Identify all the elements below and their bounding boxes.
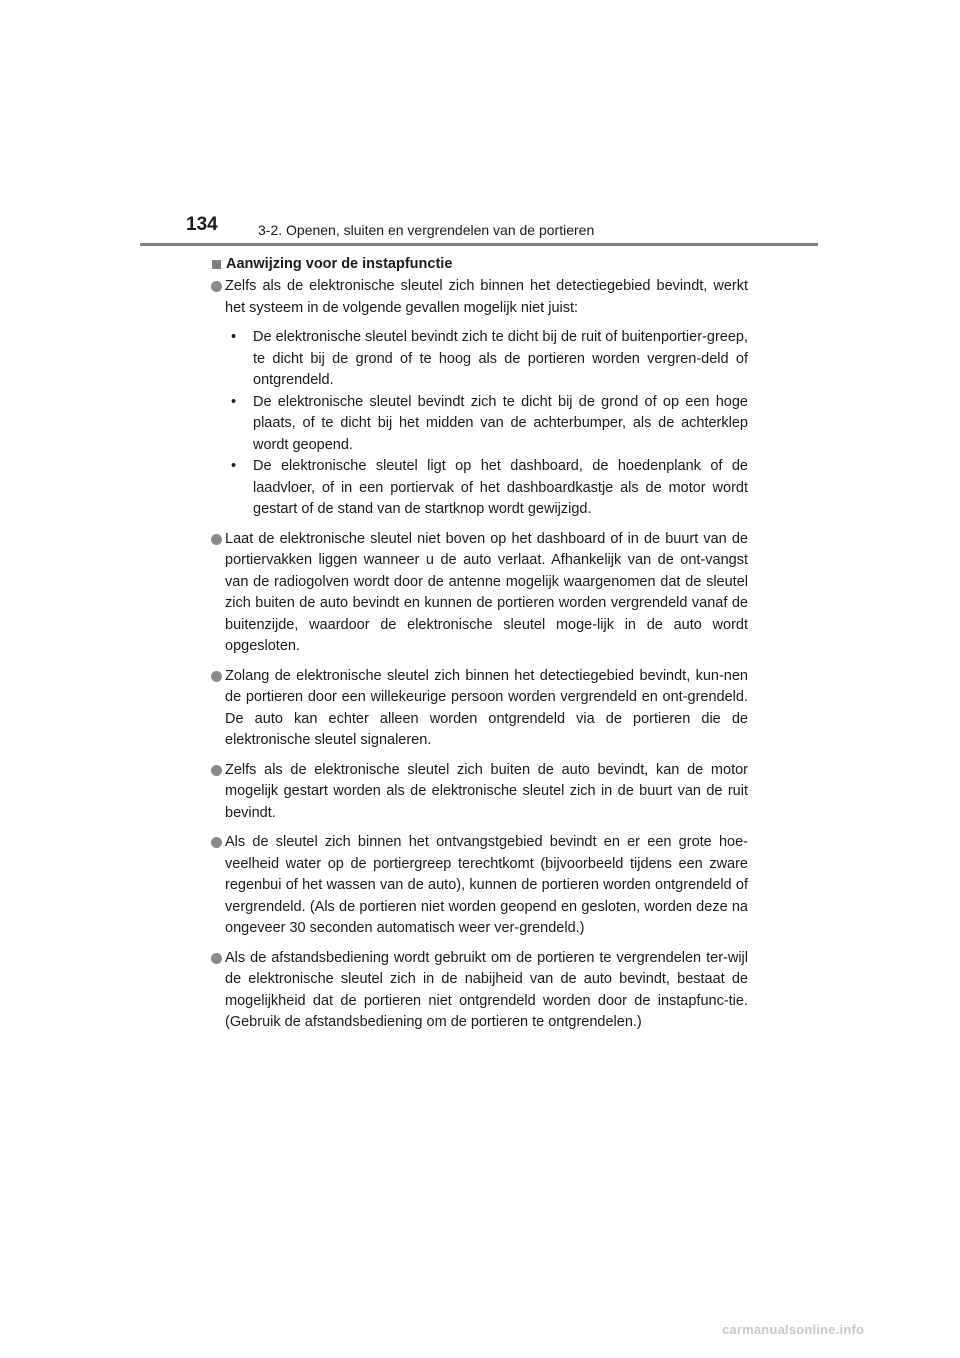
sub-list-item	[225, 392, 748, 457]
square-bullet-icon	[212, 260, 221, 269]
section-heading-text: Aanwijzing voor de instapfunctie	[226, 256, 453, 272]
page-number: 134	[186, 214, 218, 235]
list-item-text: Als de sleutel zich binnen het ontvangstgebied bevindt en er een grote hoe-veelheid water op de portiergreep terechtkomt (bijvoorbeeld tijdens een zware regenbui of het wassen van de auto), kunnen de portieren worden ontgrendeld of vergrendeld. (Als de portieren niet worden geopend en gesloten, worden deze na ongeveer 30 seconden automatisch weer ver-grendeld.)	[225, 834, 748, 936]
list-item-text: Als de afstandsbediening wordt gebruikt om de portieren te vergrendelen ter-wijl de elektronische sleutel zich in de nabijheid van de auto bevindt, bestaat de mogelijkheid dat de portieren niet ontgrendeld worden door de instapfunc-tie. (Gebruik de afstandsbediening om de portieren te ontgrendelen.)	[225, 949, 748, 1030]
sub-list-item-text: De elektronische sleutel ligt op het dashboard, de hoedenplank of de laadvloer, of in een portiervak of het dashboardkastje als de motor wordt gestart of de stand van de startknop wordt gewijzigd.	[253, 458, 748, 517]
round-bullet-icon	[211, 281, 222, 292]
list-item	[210, 276, 748, 521]
header-rule	[140, 243, 818, 246]
list-item-text: Zelfs als de elektronische sleutel zich binnen het detectiegebied bevindt, werkt het systeem in de volgende gevallen mogelijk niet juist:	[225, 278, 748, 316]
sub-bullet-icon: •	[231, 458, 237, 474]
list-item	[210, 948, 748, 1034]
list-item-text: Zelfs als de elektronische sleutel zich buiten de auto bevindt, kan de motor mogelijk gestart worden als de elektronische sleutel zich in de buurt van de ruit bevindt.	[225, 761, 748, 821]
list-item	[210, 529, 748, 658]
sub-list	[225, 327, 748, 521]
round-bullet-icon	[211, 765, 222, 776]
round-bullet-icon	[211, 671, 222, 682]
round-bullet-icon	[211, 534, 222, 545]
list-item	[210, 760, 748, 825]
section-heading	[210, 254, 748, 274]
list-item	[210, 666, 748, 752]
watermark-logo: carmanualsonline.info	[722, 1322, 865, 1337]
sub-bullet-icon: •	[231, 393, 237, 410]
list-item	[210, 832, 748, 940]
round-bullet-icon	[211, 837, 222, 848]
page-content	[210, 254, 748, 1042]
sub-bullet-icon: •	[231, 329, 237, 345]
round-bullet-icon	[211, 953, 222, 964]
sub-list-item	[225, 327, 748, 392]
list-item-text: Zolang de elektronische sleutel zich binnen het detectiegebied bevindt, kun-nen de portieren door een willekeurige persoon worden vergrendeld en ont-grendeld. De auto kan echter alleen worden ontgrendeld via de portieren die de elektronische sleutel signaleren.	[225, 667, 748, 748]
list-item-text: Laat de elektronische sleutel niet boven op het dashboard of in de buurt van de portiervakken liggen wanneer u de auto verlaat. Afhankelijk van de ont-vangst van de radiogolven wordt door de antenne mogelijk waargenomen dat de sleutel zich buiten de auto bevindt en kunnen de portieren worden vergrendeld vanaf de buitenzijde, waardoor de elektronische sleutel moge-lijk in de auto wordt opgesloten.	[225, 530, 748, 654]
sub-list-item-text: De elektronische sleutel bevindt zich te dicht bij de grond of op een hoge plaats, of te dicht bij het midden van de achterbumper, als de achterklep wordt geopend.	[253, 393, 748, 453]
sub-list-item	[225, 456, 748, 521]
running-header: 3-2. Openen, sluiten en vergrendelen van de portieren	[258, 222, 595, 238]
sub-list-item-text: De elektronische sleutel bevindt zich te dicht bij de ruit of buitenportier-greep, te dicht bij de grond of te hoog als de portieren worden vergren-deld of ontgrendeld.	[253, 329, 748, 388]
